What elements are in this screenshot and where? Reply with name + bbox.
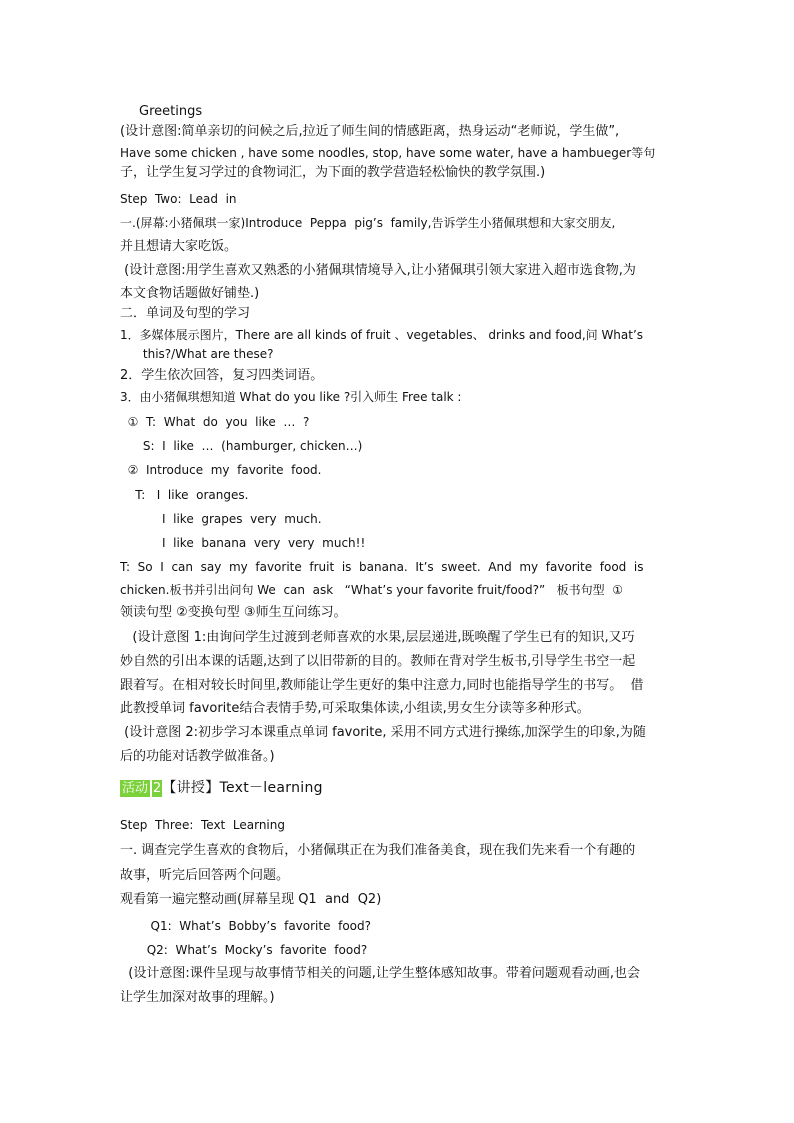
step-two-line-2: 并且想请大家吃饭。 [120,239,238,254]
design-intent-1-line-1: (设计意图:简单亲切的问候之后,拉近了师生间的情感距离，热身运动“老师说，学生做”, [120,124,620,139]
step-three-line-3: 观看第一遍完整动画(屏幕呈现 Q1 and Q2) [120,892,382,907]
design-intent-3-line-1: (设计意图 1:由询问学生过渡到老师喜欢的水果,层层递进,既唤醒了学生已有的知识,又巧 [120,630,635,645]
design-intent-3-line-2: 妙自然的引出本课的话题,达到了以旧带新的目的。教师在背对学生板书,引导学生书空一起 [120,654,636,669]
item-1-line-2: this?/What are these? [120,347,274,361]
item-1-line-1: 1．多媒体展示图片，There are all kinds of fruit 、vegetables、 drinks and food,问 What’s [120,328,644,342]
section-two-heading: 二．单词及句型的学习 [120,306,251,321]
design-intent-5-line-2: 让学生加深对故事的理解。) [120,990,275,1005]
activity-number: 2 [153,781,162,796]
question-1: Q1: What’s Bobby’s favorite food? [120,919,371,933]
design-intent-3-line-4: 此教授单词 favorite结合表情手势,可采取集体读,小组读,男女生分读等多种形式。 [120,701,590,716]
teacher-talk-line-1: T: So I can say my favorite fruit is banana. It’s sweet. And my favorite food is [120,560,644,574]
step-three-line-1: 一. 调查完学生喜欢的食物后，小猪佩琪正在为我们准备美食，现在我们先来看一个有趣的 [120,843,636,858]
activity-2-heading [120,779,680,798]
conversation-1-student: S: I like … (hamburger, chicken…) [120,439,363,453]
conversation-2-heading: ② Introduce my favorite food. [120,463,322,477]
step-three-heading: Step Three: Text Learning [120,818,285,832]
design-intent-2-line-2: 本文食物话题做好铺垫.) [120,286,260,301]
design-intent-5-line-1: (设计意图:课件呈现与故事情节相关的问题,让学生整体感知故事。带着问题观看动画,也会 [120,966,640,981]
conversation-1-teacher: ① T: What do you like … ? [120,415,310,429]
step-two-line-1: 一.(屏幕:小猪佩琪一家)Introduce Peppa pig’s family,告诉学生小猪佩琪想和大家交朋友, [120,216,616,230]
conversation-2-teacher-3: I like banana very very much!! [120,536,366,550]
activity-title: 【讲授】Text－learning [162,780,323,796]
design-intent-1-line-3: 子，让学生复习学过的食物词汇，为下面的教学营造轻松愉快的教学氛围.) [120,165,546,180]
greetings-line: Greetings [139,104,203,119]
step-three-line-2: 故事，听完后回答两个问题。 [120,868,290,883]
design-intent-1-line-2: Have some chicken , have some noodles, stop, have some water, have a hambueger等句 [120,146,656,160]
step-two-heading: Step Two: Lead in [120,192,237,206]
teacher-talk-line-3: 领读句型 ②变换句型 ③师生互问练习。 [120,605,347,620]
item-3-line: 3．由小猪佩琪想知道 What do you like ?引入师生 Free talk : [120,390,462,404]
design-intent-4-line-2: 后的功能对话教学做准备。) [120,749,275,764]
teacher-talk-line-2: chicken.板书并引出问句 We can ask “What’s your favorite fruit/food?” 板书句型 ① [120,583,624,597]
conversation-2-teacher-2: I like grapes very much. [120,512,322,526]
activity-tag: 活动 [122,781,149,796]
item-2-line: 2．学生依次回答，复习四类词语。 [120,368,324,383]
design-intent-3-line-3: 跟着写。在相对较长时间里,教师能让学生更好的集中注意力,同时也能指导学生的书写。 借 [120,678,644,693]
design-intent-4-line-1: (设计意图 2:初步学习本课重点单词 favorite, 采用不同方式进行操练,加深学生的印象,为随 [120,725,646,740]
conversation-2-teacher-1: T: I like oranges. [120,488,249,502]
question-2: Q2: What’s Mocky’s favorite food? [120,943,368,957]
design-intent-2-line-1: (设计意图:用学生喜欢又熟悉的小猪佩琪情境导入,让小猪佩琪引领大家进入超市选食物,为 [120,263,636,278]
